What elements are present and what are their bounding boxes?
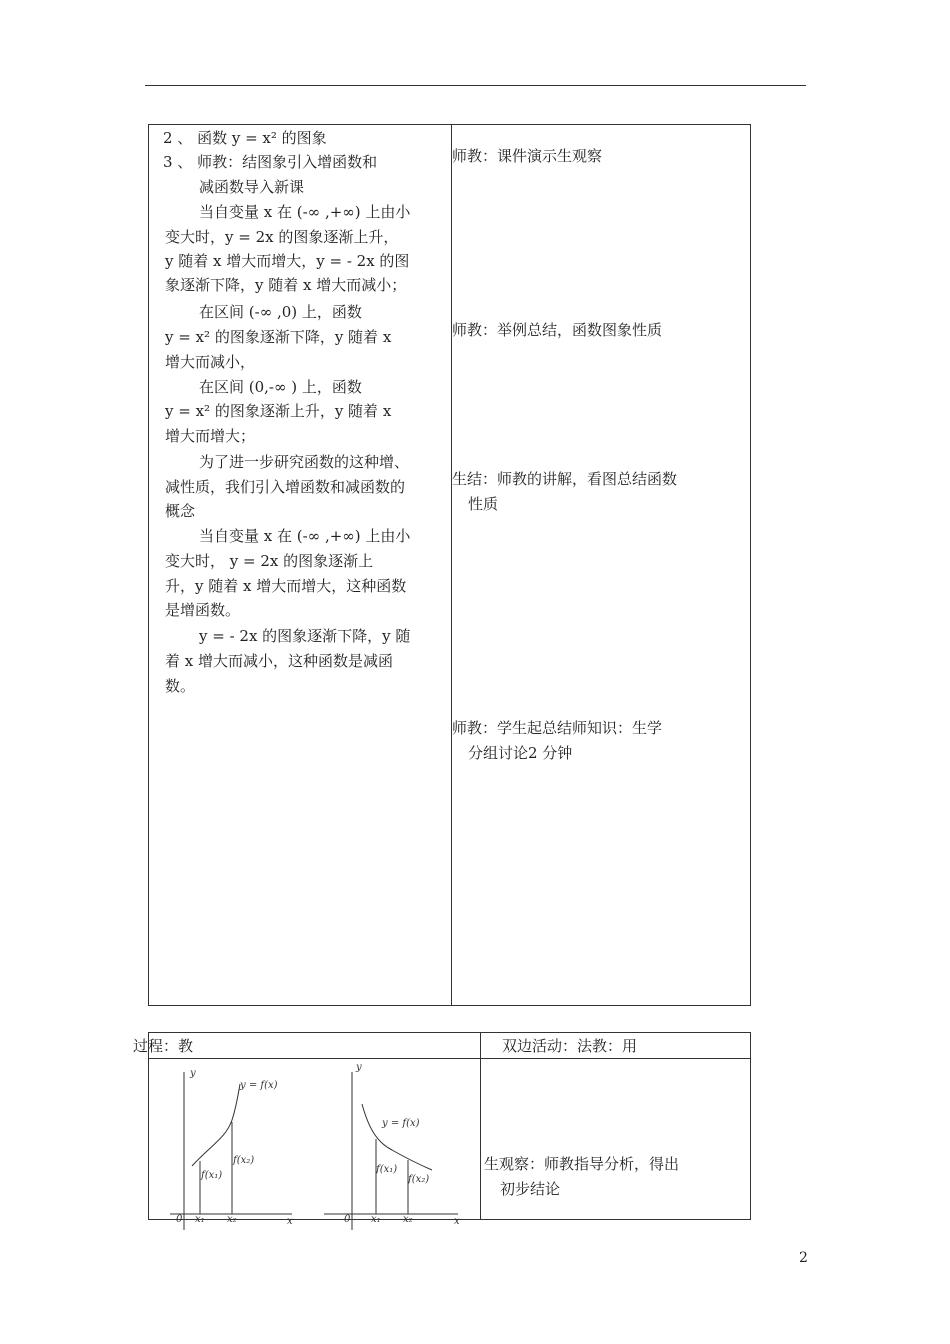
left-line-15: 减性质，我们引入增函数和减函数的 (165, 478, 406, 496)
left-line-7: 象逐渐下降，y 随着 x 增大而减小； (165, 276, 407, 294)
y-axis-label: y (190, 1068, 196, 1079)
left-line-8: 在区间 (-∞ ,0) 上，函数 (199, 303, 362, 321)
left-line-12: y = x² 的图象逐渐上升，y 随着 x (165, 402, 392, 420)
process-column-divider (480, 1033, 481, 1219)
left-line-20: 是增函数。 (165, 601, 241, 619)
curve-label: y = f(x) (382, 1118, 420, 1129)
right-note-2: 师教：举例总结，函数图象性质 (452, 321, 663, 339)
origin-label: 0 (344, 1214, 351, 1225)
left-line-1: 2 、 函数 y = x² 的图象 (163, 129, 327, 147)
column-divider (451, 125, 452, 1005)
right-note-1: 师教：课件演示生观察 (452, 147, 603, 165)
x-axis-label: x (287, 1216, 293, 1227)
left-line-19: 升，y 随着 x 增大而增大，这种函数 (165, 577, 407, 595)
left-line-3: 减函数导入新课 (199, 178, 305, 196)
decreasing-curve (362, 1104, 432, 1170)
page-number: 2 (799, 1250, 808, 1266)
left-line-16: 概念 (165, 502, 196, 520)
left-line-21: y = - 2x 的图象逐渐下降，y 随 (199, 627, 411, 645)
x1-label: x₁ (371, 1214, 381, 1225)
header-rule (145, 85, 806, 86)
x-axis-label: x (454, 1216, 460, 1227)
origin-label: 0 (176, 1214, 183, 1225)
left-line-4: 当自变量 x 在 (-∞ ,+∞) 上由小 (199, 203, 411, 221)
x2-label: x₂ (227, 1214, 237, 1225)
process-header-rule (480, 1058, 750, 1059)
left-line-13: 增大而增大； (165, 427, 256, 445)
increasing-function-graph (160, 1060, 300, 1232)
process-header-left: 过程：教 (133, 1037, 194, 1055)
process-header-rule-left (149, 1058, 480, 1059)
left-line-6: y 随着 x 增大而增大，y = - 2x 的图 (165, 252, 410, 270)
left-line-11: 在区间 (0,-∞ ) 上，函数 (199, 378, 362, 396)
right-note-3b: 性质 (468, 495, 499, 513)
curve-label: y = f(x) (240, 1080, 278, 1091)
x1-label: x₁ (195, 1214, 205, 1225)
y-axis-label: y (356, 1062, 362, 1073)
fx1-label: f(x₁) (376, 1164, 398, 1175)
activity-line-1: 生观察：师教指导分析，得出 (484, 1155, 680, 1173)
left-line-17: 当自变量 x 在 (-∞ ,+∞) 上由小 (199, 527, 411, 545)
right-note-4b: 分组讨论2 分钟 (468, 744, 573, 762)
activity-line-2: 初步结论 (500, 1180, 561, 1198)
left-line-22: 着 x 增大而减小，这种函数是减函 (165, 652, 393, 670)
left-line-14: 为了进一步研究函数的这种增、 (199, 453, 410, 471)
decreasing-function-graph (322, 1060, 467, 1232)
process-header-right: 双边活动：法教：用 (502, 1037, 638, 1055)
left-line-9: y = x² 的图象逐渐下降，y 随着 x (165, 328, 392, 346)
left-line-10: 增大而减小， (165, 353, 256, 371)
left-line-23: 数。 (165, 677, 196, 695)
right-note-3: 生结：师教的讲解，看图总结函数 (452, 470, 678, 488)
left-line-5: 变大时，y = 2x 的图象逐渐上升， (165, 228, 399, 246)
fx2-label: f(x₂) (233, 1155, 255, 1166)
left-line-2: 3 、 师教：结图象引入增函数和 (163, 153, 378, 171)
increasing-curve (192, 1084, 240, 1166)
x2-label: x₂ (403, 1214, 413, 1225)
left-line-18: 变大时， y = 2x 的图象逐渐上 (165, 552, 374, 570)
right-note-4: 师教：学生起总结师知识：生学 (452, 719, 663, 737)
fx2-label: f(x₂) (408, 1174, 430, 1185)
fx1-label: f(x₁) (201, 1170, 223, 1181)
